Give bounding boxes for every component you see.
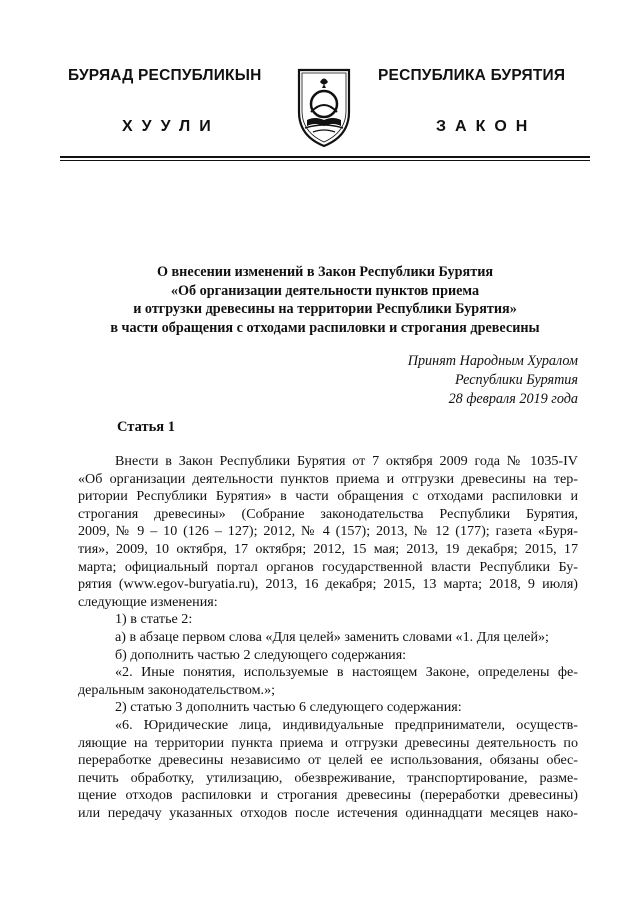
title-line: О внесении изменений в Закон Республики Бурятия [156,264,494,280]
body-line: строгания древесины» (Собрание законодательства Республики Бурятия, [78,505,578,522]
title-line: и отгрузки древесины на территории Республики Бурятия» [133,301,517,317]
header-rule-thick [60,156,590,158]
body-line: Внести в Закон Республики Бурятия от 7 октября 2009 года № 1035-IV [115,453,578,469]
body-line: «2. Иные понятия, используемые в настоящем Законе, определены фе- [115,664,578,681]
body-line: или передачу указанных отходов после истечения одиннадцати месяцев нако- [78,804,578,821]
adoption-line: 28 февраля 2019 года [448,391,578,407]
body-line: «Об организации деятельности пунктов приема и отгрузки древесины на тер- [78,470,578,487]
body-line: щение отходов распиловки и строгания древесины (переработки древесины) [78,787,578,804]
body-line: 2009, № 9 – 10 (126 – 127); 2012, № 4 (157); 2013, № 12 (177); газета «Буря- [78,523,578,540]
body-line: переработке древесины независимо от целей ее использования, обязаны обес- [78,752,578,769]
body-line: б) дополнить частью 2 следующего содержания: [115,646,407,663]
article-body [78,453,578,822]
body-line: печить обработку, утилизацию, обезвреживание, транспортирование, разме- [78,769,578,786]
header-left-title: БУРЯАД РЕСПУБЛИКЫН [68,67,262,84]
body-line: «6. Юридические лица, индивидуальные предприниматели, осуществ- [115,716,578,733]
adoption-note [408,352,578,409]
body-line: следующие изменения: [78,593,218,610]
title-line: в части обращения с отходами распиловки и строгания древесины [110,319,540,336]
header-right-subtitle: ЗАКОН [436,118,537,135]
header-left-subtitle: ХУУЛИ [122,118,220,135]
body-line: 1) в статье 2: [115,611,193,628]
adoption-line: Принят Народным Хуралом [407,353,578,369]
body-line: марта; официальный портал органов государственной власти Республики Бу- [78,558,578,575]
body-line: деральным законодательством.»; [78,681,276,698]
body-line: 2) статью 3 дополнить частью 6 следующего содержания: [115,699,462,716]
header-rule-thin [60,160,590,161]
article-heading: Статья 1 [117,419,175,435]
title-line: «Об организации деятельности пунктов приема [170,282,480,299]
body-line: ритории Республики Бурятия» в части обращения с отходами распиловки и [78,488,578,505]
adoption-line: Республики Бурятия [454,372,578,388]
coat-of-arms-emblem-icon [293,60,355,148]
law-title [60,263,590,337]
body-line: тия», 2009, 10 октября, 17 октября; 2012, 15 мая; 2013, 19 декабря; 2015, 17 [78,540,578,557]
header-right-title: РЕСПУБЛИКА БУРЯТИЯ [378,67,566,84]
body-line: а) в абзаце первом слова «Для целей» заменить словами «1. Для целей»; [115,628,549,645]
body-line: рятия (www.egov-buryatia.ru), 2013, 16 декабря; 2015, 13 марта; 2018, 9 июля) [78,576,578,593]
body-line: ляющие на территории пункта приема и отгрузки древесины деятельность по [78,734,578,751]
